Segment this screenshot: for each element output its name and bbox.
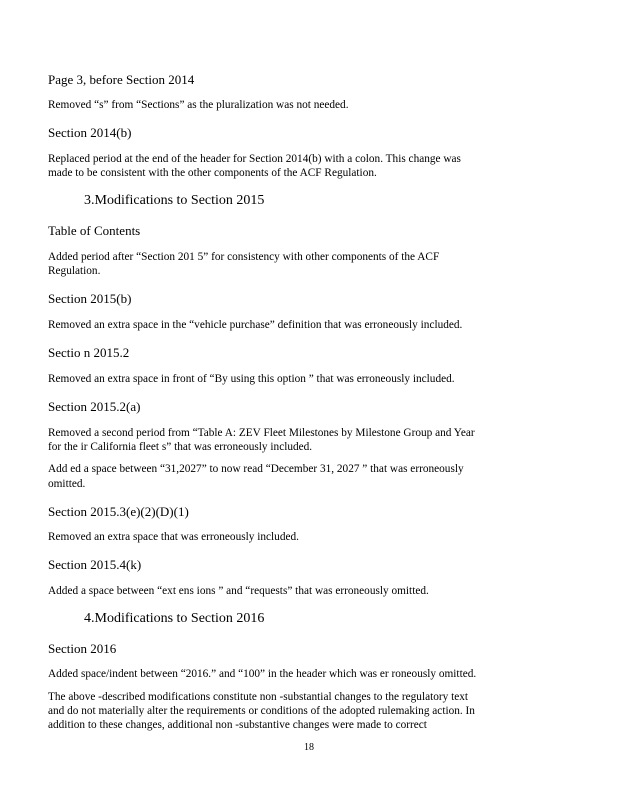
para-line: Removed an extra space in front of “By using this option ” that was erroneously included. bbox=[48, 373, 455, 385]
para-line: Removed an extra space that was erroneously included. bbox=[48, 531, 299, 543]
para-line: Regulation. bbox=[48, 265, 101, 277]
para-line: addition to these changes, additional non -substantive changes were made to correct bbox=[48, 719, 427, 731]
heading-section-2015-2a: Section 2015.2(a) bbox=[48, 399, 141, 414]
para-line: The above -described modifications constitute non -substantial changes to the regulatory text bbox=[48, 691, 469, 703]
para-line: Added space/indent between “2016.” and “100” in the header which was er roneously omitted. bbox=[48, 668, 477, 680]
heading-page3-before-section-2014: Page 3, before Section 2014 bbox=[48, 72, 195, 87]
para-line: Removed an extra space in the “vehicle purchase” definition that was erroneously included. bbox=[48, 319, 463, 331]
para-line: Removed a second period from “Table A: ZEV Fleet Milestones by Milestone Group and Year bbox=[48, 427, 475, 439]
page-number: 18 bbox=[304, 742, 314, 753]
heading-section-2015b: Section 2015(b) bbox=[48, 291, 132, 306]
section-heading-3: 3.Modifications to Section 2015 bbox=[84, 193, 265, 208]
heading-section-2015-4k: Section 2015.4(k) bbox=[48, 557, 142, 572]
heading-section-2015-3e2d1: Section 2015.3(e)(2)(D)(1) bbox=[48, 504, 189, 519]
heading-section-2014b: Section 2014(b) bbox=[48, 125, 132, 140]
heading-section-2016: Section 2016 bbox=[48, 641, 117, 656]
para-line: made to be consistent with the other components of the ACF Regulation. bbox=[48, 167, 377, 179]
para-removed-s: Removed “s” from “Sections” as the pluralization was not needed. bbox=[48, 99, 349, 111]
section-heading-4: 4.Modifications to Section 2016 bbox=[84, 611, 265, 626]
para-line: and do not materially alter the requirements or conditions of the adopted rulemaking action. In bbox=[48, 705, 475, 717]
heading-section-2015-2: Sectio n 2015.2 bbox=[48, 345, 130, 360]
para-line: Added a space between “ext ens ions ” and “requests” that was erroneously omitted. bbox=[48, 585, 429, 597]
para-line: Add ed a space between “31,2027” to now read “December 31, 2027 ” that was erroneously bbox=[48, 463, 464, 475]
para-line: Added period after “Section 201 5” for consistency with other components of the ACF bbox=[48, 251, 440, 263]
para-line: for the ir California fleet s” that was erroneously included. bbox=[48, 441, 313, 453]
para-line: Replaced period at the end of the header for Section 2014(b) with a colon. This change was bbox=[48, 153, 461, 165]
para-line: omitted. bbox=[48, 478, 86, 490]
heading-table-of-contents: Table of Contents bbox=[48, 223, 141, 238]
